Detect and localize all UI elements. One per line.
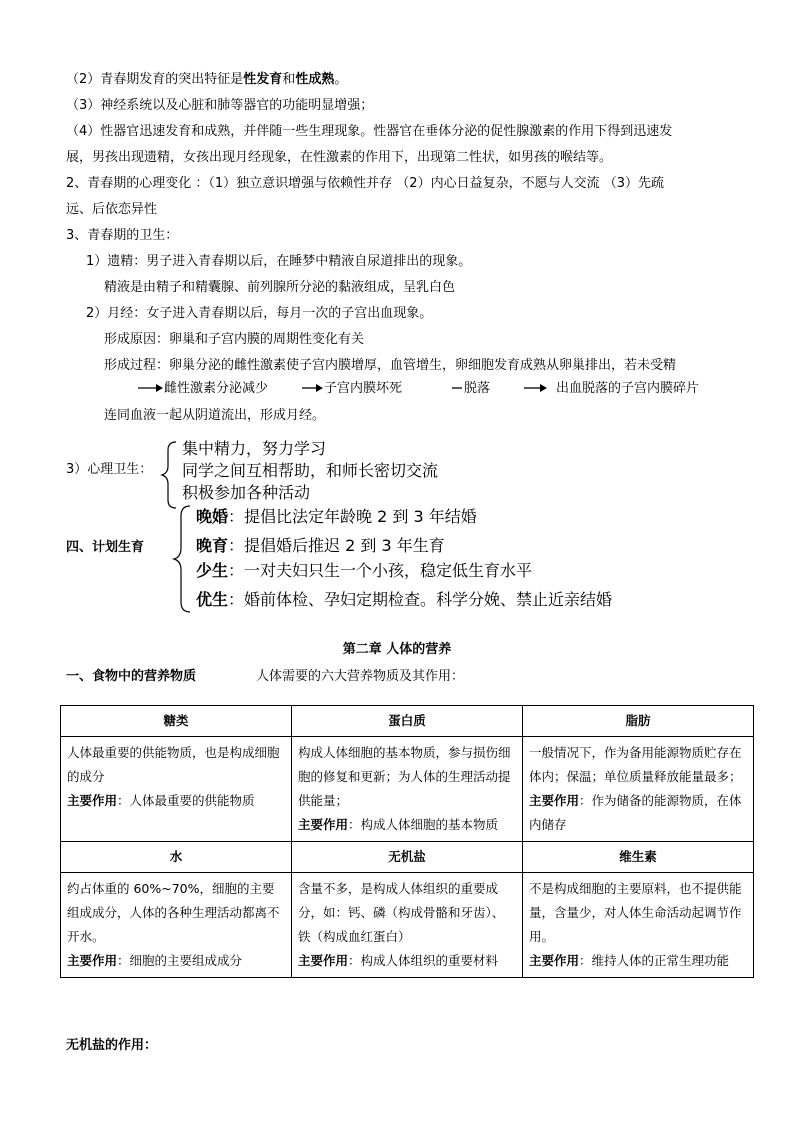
chapter-title: 第二章 人体的营养: [342, 642, 452, 657]
mental-item-1: 集中精力，努力学习: [182, 439, 327, 458]
table-row: [61, 873, 754, 978]
flow-step-4: 出血脱落的子宫内膜碎片: [556, 381, 700, 396]
nutrients-table: [60, 705, 754, 978]
mental-item-3: 积极参加各种活动: [182, 483, 311, 502]
cell-fat: 一般情况下，作为备用能源物质贮存在体内；保温；单位质量释放能量最多； 主要作用：作为储备的能源物质，在体内储存: [523, 737, 754, 842]
header-water: 水: [61, 842, 292, 873]
cell-water: 约占体重的 60%~70%，细胞的主要组成成分，人体的各种生理活动都离不开水。 主要作用：细胞的主要组成成分: [61, 873, 292, 978]
section-description: 人体需要的六大营养物质及其作用：: [256, 669, 465, 684]
arrow-icon: [138, 384, 163, 392]
flow-step-1: 雌性激素分泌减少: [164, 381, 269, 396]
planning-item-late-marriage: 晚婚：提倡比法定年龄晚 2 到 3 年结婚: [196, 507, 477, 526]
paragraph-psych-line1: 2、青春期的心理变化 ：（1）独立意识增强与依赖性并存 （2）内心日益复杂，不愿与人交流 （3）先疏: [66, 176, 664, 191]
cell-protein: 构成人体细胞的基本物质，参与损伤细胞的修复和更新；为人体的生理活动提供能量； 主要作用：构成人体细胞的基本物质: [292, 737, 523, 842]
paragraph-puberty-feature: （2）青春期发育的突出特征是性发育和性成熟。: [66, 72, 348, 87]
emission-definition: 1）遗精：男子进入青春期以后，在睡梦中精液自尿道排出的现象。: [86, 254, 472, 269]
flow-step-3: 脱落: [464, 381, 491, 396]
semen-definition: 精液是由精子和精囊腺、前列腺所分泌的黏液组成，呈乳白色: [104, 280, 456, 295]
header-fat: 脂肪: [523, 706, 754, 737]
header-vitamins: 维生素: [523, 842, 754, 873]
flow-end: 连同血液一起从阴道流出，形成月经。: [104, 408, 326, 423]
planning-item-late-birth: 晚育：提倡婚后推迟 2 到 3 年生育: [196, 536, 445, 555]
mental-label: 3）心理卫生：: [66, 462, 153, 477]
arrow-icon: [524, 384, 547, 392]
menstruation-definition: 2）月经：女子进入青春期以后，每月一次的子宫出血现象。: [86, 306, 433, 321]
menstruation-cause: 形成原因：卵巢和子宫内膜的周期性变化有关: [104, 332, 365, 347]
table-header-row: [61, 842, 754, 873]
section-heading-nutrients: 一、食物中的营养物质: [66, 669, 197, 684]
hygiene-title: 3、青春期的卫生：: [66, 228, 179, 243]
mental-item-2: 同学之间互相帮助，和师长密切交流: [182, 461, 439, 480]
header-minerals: 无机盐: [292, 842, 523, 873]
paragraph-sex-organs-line1: （4）性器官迅速发育和成熟，并伴随一些生理现象。性器官在垂体分泌的促性腺激素的作用下得到迅速发: [66, 124, 673, 139]
table-header-row: [61, 706, 754, 737]
arrow-icon: [302, 384, 323, 392]
left-brace-icon: [172, 504, 196, 614]
menstruation-process: 形成过程：卵巢分泌的雌性激素使子宫内膜增厚，血管增生，卵细胞发育成熟从卵巢排出，若未受精: [104, 358, 677, 373]
cell-vitamins: 不是构成细胞的主要原料，也不提供能量，含量少，对人体生命活动起调节作用。 主要作用：维持人体的正常生理功能: [523, 873, 754, 978]
header-carbohydrate: 糖类: [61, 706, 292, 737]
paragraph-sex-organs-line2: 展，男孩出现遗精，女孩出现月经现象，在性激素的作用下，出现第二性状，如男孩的喉结等。: [66, 150, 613, 165]
table-row: [61, 737, 754, 842]
left-brace-icon: [160, 440, 180, 510]
planning-item-fewer-births: 少生：一对夫妇只生一个小孩，稳定低生育水平: [196, 561, 533, 580]
header-protein: 蛋白质: [292, 706, 523, 737]
cell-carbohydrate: 人体最重要的供能物质，也是构成细胞的成分 主要作用：人体最重要的供能物质: [61, 737, 292, 842]
paragraph-psych-line2: 远、后依恋异性: [66, 202, 158, 217]
minerals-function-heading: 无机盐的作用：: [66, 1038, 158, 1053]
flow-step-2: 子宫内膜坏死: [324, 381, 403, 396]
paragraph-nervous-system: （3）神经系统以及心脏和肺等器官的功能明显增强；: [66, 98, 374, 113]
cell-minerals: 含量不多，是构成人体组织的重要成分，如：钙、磷（构成骨骼和牙齿）、铁（构成血红蛋白） 主要作用：构成人体组织的重要材料: [292, 873, 523, 978]
planning-item-healthy-births: 优生：婚前体检、孕妇定期检查。科学分娩、禁止近亲结婚: [196, 590, 613, 609]
family-planning-label: 四、计划生育: [66, 540, 145, 555]
